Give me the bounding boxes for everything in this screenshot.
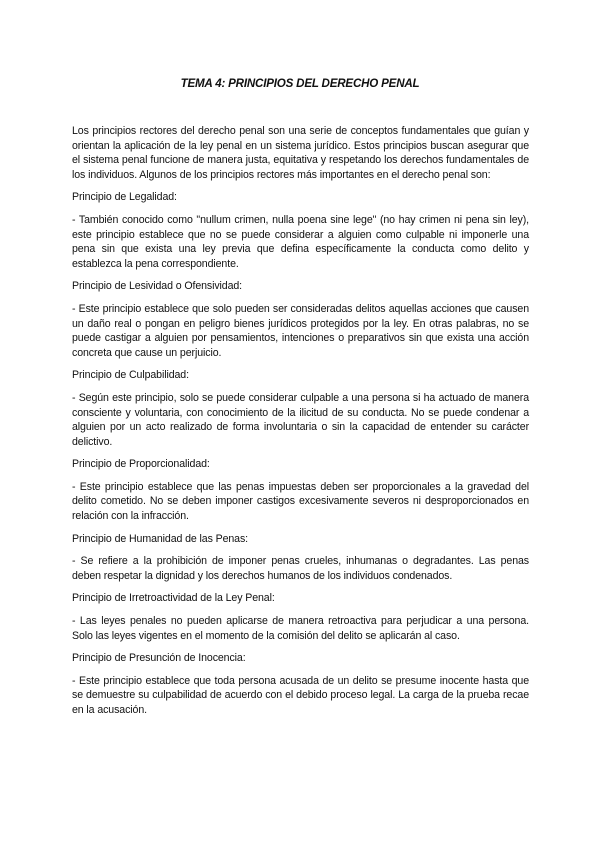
section-heading: Principio de Proporcionalidad: <box>72 458 210 471</box>
section-paragraph: - Este principio establece que las penas impuestas deben ser proporcionales a la gravedad del delito cometido. No se deben imponer castigos excesivamente severos ni desproporcionados en relación con la infracción. <box>72 480 529 523</box>
section-heading: Principio de Humanidad de las Penas: <box>72 532 249 545</box>
intro-paragraph: Los principios rectores del derecho penal son una serie de conceptos fundamentales que guían y orientan la aplicación de la ley penal en un sistema jurídico. Estos principios buscan asegurar que el sistema penal funcione de manera justa, equitativa y respetando los derechos fundamentales de los individuos. Algunos de los principios rectores más importantes en el derecho penal son: <box>72 125 529 181</box>
section-paragraph: - Según este principio, solo se puede considerar culpable a una persona si ha actuado de manera consciente y voluntaria, con conocimiento de la ilicitud de su conducta. No se puede condenar a alguien por un acto realizado de forma involuntaria o sin la capacidad de entender su carácter delictivo. <box>72 391 529 448</box>
document-title: TEMA 4: PRINCIPIOS DEL DERECHO PENAL <box>180 77 420 90</box>
section-paragraph: - También conocido como "nullum crimen, nulla poena sine lege" (no hay crimen ni pena sin ley), este principio establece que no se puede considerar a alguien como culpable ni imponerle una pena sin que exista una ley previa que defina específicamente la conducta como delito y establezca la pena correspondiente. <box>72 213 529 270</box>
section-paragraph: - Este principio establece que solo pueden ser consideradas delitos aquellas acciones que causen un daño real o pongan en peligro bienes jurídicos protegidos por la ley. En otras palabras, no se puede castigar a alguien por pensamientos, intenciones o preparativos sin que exista una acción concreta que cause un perjuicio. <box>72 302 529 359</box>
section-paragraph: - Se refiere a la prohibición de imponer penas crueles, inhumanas o degradantes. Las penas deben respetar la dignidad y los derechos humanos de los individuos condenados. <box>72 555 529 582</box>
section-heading: Principio de Legalidad: <box>72 191 177 204</box>
section-paragraph: - Las leyes penales no pueden aplicarse de manera retroactiva para perjudicar a una persona. Solo las leyes vigentes en el momento de la comisión del delito se aplicarán al caso. <box>72 615 529 642</box>
section-heading: Principio de Presunción de Inocencia: <box>72 652 246 665</box>
section-paragraph: - Este principio establece que toda persona acusada de un delito se presume inocente hasta que se demuestre su culpabilidad de acuerdo con el debido proceso legal. La carga de la prueba recae en la acusación. <box>72 674 529 716</box>
document-body <box>72 124 529 726</box>
section-heading: Principio de Lesividad o Ofensividad: <box>72 280 243 293</box>
section-heading: Principio de Culpabilidad: <box>72 369 189 382</box>
section-heading: Principio de Irretroactividad de la Ley Penal: <box>72 592 275 605</box>
